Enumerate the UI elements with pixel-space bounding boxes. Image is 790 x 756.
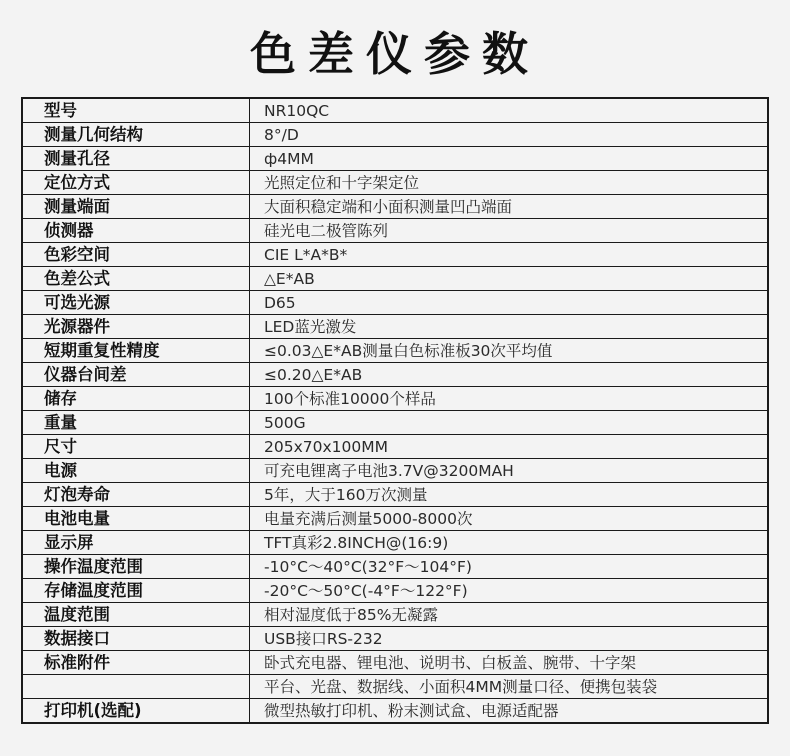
table-row: [22, 507, 768, 531]
spec-value: 大面积稳定端和小面积测量凹凸端面: [250, 195, 769, 219]
spec-label: 温度范围: [22, 603, 250, 627]
spec-label: 光源器件: [22, 315, 250, 339]
spec-label: 存储温度范围: [22, 579, 250, 603]
spec-value: 相对湿度低于85%无凝露: [250, 603, 769, 627]
spec-label: 测量端面: [22, 195, 250, 219]
table-row: [22, 651, 768, 675]
spec-value: CIE L*A*B*: [250, 243, 769, 267]
table-row: [22, 579, 768, 603]
spec-value: LED蓝光激发: [250, 315, 769, 339]
spec-label: 色差公式: [22, 267, 250, 291]
spec-label: 储存: [22, 387, 250, 411]
spec-value: 100个标准10000个样品: [250, 387, 769, 411]
spec-label: 侦测器: [22, 219, 250, 243]
spec-value: 电量充满后测量5000-8000次: [250, 507, 769, 531]
spec-label: 电源: [22, 459, 250, 483]
spec-value: 5年，大于160万次测量: [250, 483, 769, 507]
spec-label: 电池电量: [22, 507, 250, 531]
table-row: [22, 147, 768, 171]
table-row: [22, 483, 768, 507]
spec-label: [22, 675, 250, 699]
spec-label: 型号: [22, 98, 250, 123]
table-row: [22, 267, 768, 291]
table-row: [22, 387, 768, 411]
table-row: [22, 435, 768, 459]
table-row: [22, 603, 768, 627]
spec-table: [21, 97, 769, 724]
spec-label: 短期重复性精度: [22, 339, 250, 363]
spec-label: 显示屏: [22, 531, 250, 555]
spec-value: 硅光电二极管陈列: [250, 219, 769, 243]
spec-label: 测量孔径: [22, 147, 250, 171]
spec-value: ф4MM: [250, 147, 769, 171]
spec-label: 标准附件: [22, 651, 250, 675]
spec-label: 操作温度范围: [22, 555, 250, 579]
spec-value: △E*AB: [250, 267, 769, 291]
spec-label: 重量: [22, 411, 250, 435]
page-title: 色差仪参数: [250, 27, 540, 81]
table-row: [22, 291, 768, 315]
table-row: [22, 699, 768, 724]
table-row: [22, 411, 768, 435]
table-row: [22, 459, 768, 483]
table-row: [22, 171, 768, 195]
table-row: [22, 627, 768, 651]
spec-label: 灯泡寿命: [22, 483, 250, 507]
spec-value: D65: [250, 291, 769, 315]
spec-label: 尺寸: [22, 435, 250, 459]
table-row: [22, 363, 768, 387]
spec-value: 500G: [250, 411, 769, 435]
table-row: [22, 219, 768, 243]
spec-value: 8°/D: [250, 123, 769, 147]
table-row: [22, 98, 768, 123]
table-row: [22, 339, 768, 363]
spec-value: ≤0.03△E*AB测量白色标准板30次平均值: [250, 339, 769, 363]
spec-label: 仪器台间差: [22, 363, 250, 387]
table-row: [22, 315, 768, 339]
spec-label: 定位方式: [22, 171, 250, 195]
spec-table-body: [22, 98, 768, 723]
spec-value: 卧式充电器、锂电池、说明书、白板盖、腕带、十字架: [250, 651, 769, 675]
table-row: [22, 555, 768, 579]
spec-value: 微型热敏打印机、粉末测试盒、电源适配器: [250, 699, 769, 724]
spec-label: 色彩空间: [22, 243, 250, 267]
spec-value: 光照定位和十字架定位: [250, 171, 769, 195]
spec-value: TFT真彩2.8INCH@(16:9): [250, 531, 769, 555]
spec-value: 205x70x100MM: [250, 435, 769, 459]
table-row: [22, 195, 768, 219]
spec-value: -10°C～40°C(32°F～104°F): [250, 555, 769, 579]
table-row: [22, 675, 768, 699]
table-row: [22, 531, 768, 555]
spec-value: USB接口RS-232: [250, 627, 769, 651]
spec-value: -20°C～50°C(-4°F～122°F): [250, 579, 769, 603]
spec-value: 可充电锂离子电池3.7V@3200MAH: [250, 459, 769, 483]
spec-value: 平台、光盘、数据线、小面积4MM测量口径、便携包装袋: [250, 675, 769, 699]
spec-label: 打印机(选配): [22, 699, 250, 724]
spec-label: 可选光源: [22, 291, 250, 315]
table-row: [22, 123, 768, 147]
spec-label: 数据接口: [22, 627, 250, 651]
spec-label: 测量几何结构: [22, 123, 250, 147]
spec-value: ≤0.20△E*AB: [250, 363, 769, 387]
table-row: [22, 243, 768, 267]
spec-value: NR10QC: [250, 98, 769, 123]
